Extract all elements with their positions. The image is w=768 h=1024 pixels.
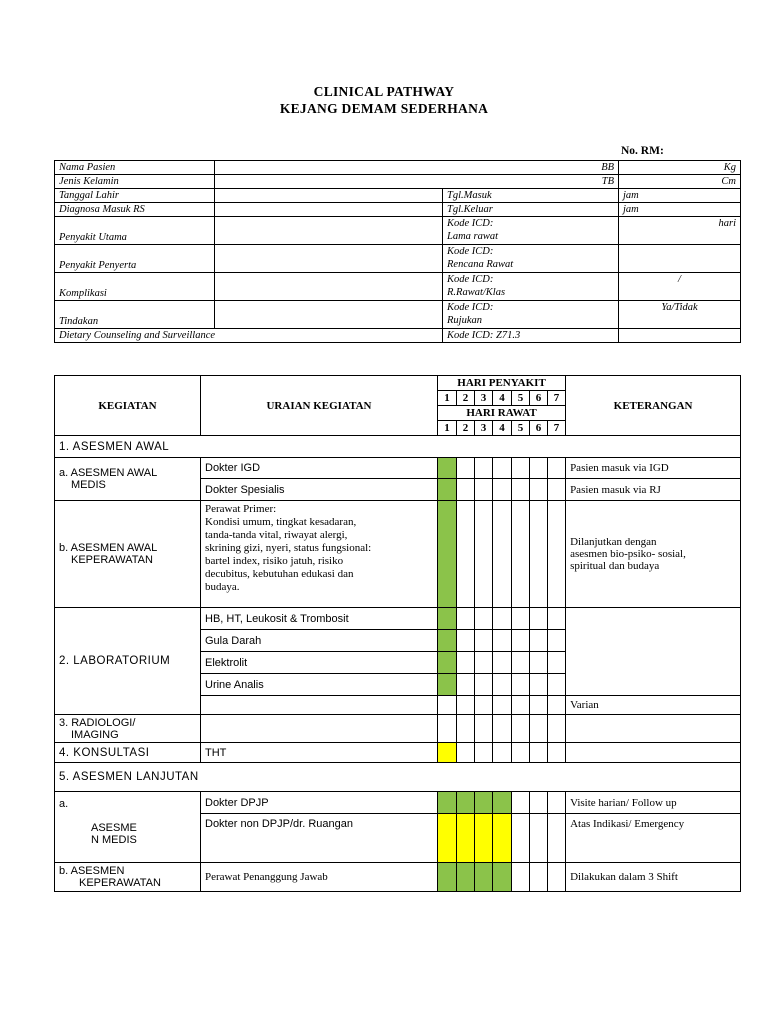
uraian-lab-gula-darah: Gula Darah bbox=[201, 630, 438, 652]
day-rawat-6: 6 bbox=[530, 421, 548, 436]
check-tht-3[interactable] bbox=[475, 743, 493, 763]
keterangan-tht bbox=[566, 743, 741, 763]
uraian-perawat-pj: Perawat Penanggung Jawab bbox=[201, 863, 438, 892]
field-diagnosa-masuk[interactable] bbox=[215, 203, 443, 217]
no-rm-label: No. RM: bbox=[621, 145, 664, 157]
label-lama-rawat: Lama rawat bbox=[447, 231, 499, 242]
check-lab3-3[interactable] bbox=[475, 652, 493, 674]
check-perawat-2[interactable] bbox=[457, 501, 475, 608]
check-lab2-7[interactable] bbox=[548, 630, 566, 652]
check-ppj-4[interactable] bbox=[493, 863, 512, 892]
day-penyakit-3: 3 bbox=[475, 391, 493, 406]
check-lab2-4[interactable] bbox=[493, 630, 512, 652]
label-cm: Cm bbox=[619, 175, 741, 189]
label-tgl-masuk: Tgl.Masuk bbox=[443, 189, 619, 203]
check-igd-5[interactable] bbox=[512, 458, 530, 479]
check-dpjp-7[interactable] bbox=[548, 792, 566, 814]
check-rad-6[interactable] bbox=[530, 715, 548, 743]
check-lab3-2[interactable] bbox=[457, 652, 475, 674]
day-rawat-7: 7 bbox=[548, 421, 566, 436]
check-lab5-6[interactable] bbox=[530, 696, 548, 715]
check-dpjp-2[interactable] bbox=[457, 792, 475, 814]
check-lab2-2[interactable] bbox=[457, 630, 475, 652]
field-penyakit-penyerta[interactable] bbox=[215, 245, 443, 273]
day-penyakit-1: 1 bbox=[438, 391, 457, 406]
check-spesialis-6[interactable] bbox=[530, 479, 548, 501]
label-rujukan: Rujukan bbox=[447, 315, 482, 326]
uraian-lab-urine: Urine Analis bbox=[201, 674, 438, 696]
check-lab4-4[interactable] bbox=[493, 674, 512, 696]
day-penyakit-7: 7 bbox=[548, 391, 566, 406]
label-jenis-kelamin: Jenis Kelamin bbox=[55, 175, 215, 189]
perawat-primer-line-3: skrining gizi, nyeri, status fungsional: bbox=[205, 542, 372, 554]
day-rawat-5: 5 bbox=[512, 421, 530, 436]
label-komplikasi: Komplikasi bbox=[55, 273, 215, 301]
check-dpjp-4[interactable] bbox=[493, 792, 512, 814]
check-tht-4[interactable] bbox=[493, 743, 512, 763]
check-nondpjp-7[interactable] bbox=[548, 814, 566, 863]
day-rawat-2: 2 bbox=[457, 421, 475, 436]
label-b-lanj-l1: b. ASESMEN bbox=[59, 865, 125, 877]
label-rencana-rawat: Rencana Rawat bbox=[447, 259, 514, 270]
check-lab1-1[interactable] bbox=[438, 608, 457, 630]
perawat-primer-line-1: Kondisi umum, tingkat kesadaran, bbox=[205, 516, 357, 528]
check-dpjp-1[interactable] bbox=[438, 792, 457, 814]
uraian-perawat-primer bbox=[201, 501, 438, 608]
uraian-radiologi bbox=[201, 715, 438, 743]
uraian-lab-hb: HB, HT, Leukosit & Trombosit bbox=[201, 608, 438, 630]
keterangan-radiologi bbox=[566, 715, 741, 743]
check-nondpjp-4[interactable] bbox=[493, 814, 512, 863]
check-lab5-2[interactable] bbox=[457, 696, 475, 715]
check-tht-1[interactable] bbox=[438, 743, 457, 763]
keterangan-igd: Pasien masuk via IGD bbox=[566, 458, 741, 479]
check-igd-6[interactable] bbox=[530, 458, 548, 479]
check-lab4-6[interactable] bbox=[530, 674, 548, 696]
check-tht-5[interactable] bbox=[512, 743, 530, 763]
check-igd-2[interactable] bbox=[457, 458, 475, 479]
keterangan-shift: Dilakukan dalam 3 Shift bbox=[566, 863, 741, 892]
check-dpjp-5[interactable] bbox=[512, 792, 530, 814]
check-lab1-3[interactable] bbox=[475, 608, 493, 630]
check-nondpjp-3[interactable] bbox=[475, 814, 493, 863]
label-asesmen-awal-kep-l1: b. ASESMEN AWAL bbox=[59, 542, 158, 554]
check-spesialis-2[interactable] bbox=[457, 479, 475, 501]
label-tb: TB bbox=[215, 175, 619, 189]
label-kode-icd-1: Kode ICD: bbox=[447, 218, 494, 229]
keterangan-varian: Varian bbox=[566, 696, 741, 715]
label-r-rawat-klas: R.Rawat/Klas bbox=[447, 287, 506, 298]
uraian-dokter-igd: Dokter IGD bbox=[201, 458, 438, 479]
check-igd-4[interactable] bbox=[493, 458, 512, 479]
patient-info-table bbox=[54, 160, 741, 343]
check-spesialis-7[interactable] bbox=[548, 479, 566, 501]
label-b-lanj-l2: KEPERAWATAN bbox=[79, 877, 161, 889]
check-lab3-1[interactable] bbox=[438, 652, 457, 674]
document-subtitle: KEJANG DEMAM SEDERHANA bbox=[279, 101, 489, 116]
field-tanggal-lahir[interactable] bbox=[215, 189, 443, 203]
check-ppj-1[interactable] bbox=[438, 863, 457, 892]
ket-kep-line-3: spiritual dan budaya bbox=[570, 560, 660, 572]
label-jam-keluar: jam bbox=[619, 203, 741, 217]
check-lab3-7[interactable] bbox=[548, 652, 566, 674]
label-nama-pasien: Nama Pasien bbox=[55, 161, 215, 175]
check-lab4-2[interactable] bbox=[457, 674, 475, 696]
label-kode-icd-3: Kode ICD: bbox=[447, 274, 494, 285]
check-igd-3[interactable] bbox=[475, 458, 493, 479]
check-igd-1[interactable] bbox=[438, 458, 457, 479]
day-rawat-3: 3 bbox=[475, 421, 493, 436]
document-title: CLINICAL PATHWAY bbox=[313, 84, 455, 99]
check-lab1-4[interactable] bbox=[493, 608, 512, 630]
label-tanggal-lahir: Tanggal Lahir bbox=[55, 189, 215, 203]
check-lab2-3[interactable] bbox=[475, 630, 493, 652]
label-asesmen-keperawatan-lanjutan bbox=[55, 863, 201, 892]
label-hari: hari bbox=[619, 217, 741, 245]
check-lab2-6[interactable] bbox=[530, 630, 548, 652]
check-lab4-5[interactable] bbox=[512, 674, 530, 696]
check-nondpjp-6[interactable] bbox=[530, 814, 548, 863]
check-lab4-7[interactable] bbox=[548, 674, 566, 696]
cell-kode-icd-4 bbox=[443, 301, 619, 329]
uraian-tht: THT bbox=[201, 743, 438, 763]
day-penyakit-4: 4 bbox=[493, 391, 512, 406]
section-radiologi-l1: 3. RADIOLOGI/ bbox=[59, 716, 136, 729]
label-penyakit-utama: Penyakit Utama bbox=[55, 217, 215, 245]
day-rawat-4: 4 bbox=[493, 421, 512, 436]
label-tindakan: Tindakan bbox=[55, 301, 215, 329]
label-penyakit-penyerta: Penyakit Penyerta bbox=[55, 245, 215, 273]
label-jam-masuk: jam bbox=[619, 189, 741, 203]
cell-kode-icd-3 bbox=[443, 273, 619, 301]
perawat-primer-line-5: decubitus, kebutuhan edukasi dan bbox=[205, 568, 354, 580]
field-dietary[interactable] bbox=[619, 329, 741, 343]
section-asesmen-awal: 1. ASESMEN AWAL bbox=[55, 436, 741, 458]
check-rad-1[interactable] bbox=[438, 715, 457, 743]
check-rad-7[interactable] bbox=[548, 715, 566, 743]
check-spesialis-1[interactable] bbox=[438, 479, 457, 501]
check-tht-7[interactable] bbox=[548, 743, 566, 763]
check-dpjp-3[interactable] bbox=[475, 792, 493, 814]
label-tgl-keluar: Tgl.Keluar bbox=[443, 203, 619, 217]
label-diagnosa-masuk: Diagnosa Masuk RS bbox=[55, 203, 215, 217]
check-lab5-4[interactable] bbox=[493, 696, 512, 715]
label-slash: / bbox=[619, 273, 741, 301]
uraian-lab-elektrolit: Elektrolit bbox=[201, 652, 438, 674]
uraian-dokter-non-dpjp: Dokter non DPJP/dr. Ruangan bbox=[201, 814, 438, 863]
section-konsultasi: 4. KONSULTASI bbox=[55, 743, 201, 763]
check-ppj-7[interactable] bbox=[548, 863, 566, 892]
section-laboratorium: 2. LABORATORIUM bbox=[55, 608, 201, 715]
check-ppj-6[interactable] bbox=[530, 863, 548, 892]
section-asesmen-lanjutan: 5. ASESMEN LANJUTAN bbox=[55, 763, 741, 792]
label-bb: BB bbox=[215, 161, 619, 175]
check-spesialis-3[interactable] bbox=[475, 479, 493, 501]
label-asesmen-medis-l1: ASESME bbox=[91, 822, 137, 834]
label-dietary: Dietary Counseling and Surveillance bbox=[55, 329, 443, 343]
label-asesmen-medis-l2: N MEDIS bbox=[91, 834, 137, 846]
check-spesialis-5[interactable] bbox=[512, 479, 530, 501]
check-perawat-1[interactable] bbox=[438, 501, 457, 608]
check-lab4-3[interactable] bbox=[475, 674, 493, 696]
label-asesmen-awal-medis bbox=[55, 458, 201, 501]
check-lab3-6[interactable] bbox=[530, 652, 548, 674]
check-perawat-5[interactable] bbox=[512, 501, 530, 608]
keterangan-non-dpjp: Atas Indikasi/ Emergency bbox=[566, 814, 741, 863]
perawat-primer-line-2: tanda-tanda vital, riwayat alergi, bbox=[205, 529, 348, 541]
header-uraian: URAIAN KEGIATAN bbox=[201, 376, 438, 436]
header-hari-rawat: HARI RAWAT bbox=[438, 406, 566, 421]
label-asesmen-awal-medis-l2: MEDIS bbox=[71, 479, 106, 491]
label-asesmen-awal-keperawatan bbox=[55, 501, 201, 608]
check-lab5-7[interactable] bbox=[548, 696, 566, 715]
check-nondpjp-1[interactable] bbox=[438, 814, 457, 863]
label-kode-icd-4: Kode ICD: bbox=[447, 302, 494, 313]
check-rad-5[interactable] bbox=[512, 715, 530, 743]
check-perawat-7[interactable] bbox=[548, 501, 566, 608]
check-lab2-5[interactable] bbox=[512, 630, 530, 652]
field-rencana-rawat[interactable] bbox=[619, 245, 741, 273]
check-lab3-4[interactable] bbox=[493, 652, 512, 674]
label-asesmen-medis bbox=[55, 792, 201, 863]
label-ya-tidak: Ya/Tidak bbox=[619, 301, 741, 329]
ket-kep-line-2: asesmen bio-psiko- sosial, bbox=[570, 548, 686, 560]
check-lab1-5[interactable] bbox=[512, 608, 530, 630]
keterangan-dpjp: Visite harian/ Follow up bbox=[566, 792, 741, 814]
check-lab2-1[interactable] bbox=[438, 630, 457, 652]
field-komplikasi[interactable] bbox=[215, 273, 443, 301]
check-lab5-1[interactable] bbox=[438, 696, 457, 715]
keterangan-keperawatan bbox=[566, 501, 741, 608]
perawat-primer-line-6: budaya. bbox=[205, 581, 240, 593]
check-dpjp-6[interactable] bbox=[530, 792, 548, 814]
check-lab5-5[interactable] bbox=[512, 696, 530, 715]
check-nondpjp-2[interactable] bbox=[457, 814, 475, 863]
label-asesmen-awal-medis-l1: a. ASESMEN AWAL bbox=[59, 467, 158, 479]
perawat-primer-title: Perawat Primer: bbox=[205, 503, 277, 515]
check-spesialis-4[interactable] bbox=[493, 479, 512, 501]
uraian-dokter-spesialis: Dokter Spesialis bbox=[201, 479, 438, 501]
check-rad-2[interactable] bbox=[457, 715, 475, 743]
day-rawat-1: 1 bbox=[438, 421, 457, 436]
check-rad-4[interactable] bbox=[493, 715, 512, 743]
check-lab4-1[interactable] bbox=[438, 674, 457, 696]
label-a: a. bbox=[59, 798, 69, 810]
check-nondpjp-5[interactable] bbox=[512, 814, 530, 863]
check-perawat-4[interactable] bbox=[493, 501, 512, 608]
label-kode-icd-2: Kode ICD: bbox=[447, 246, 494, 257]
day-penyakit-5: 5 bbox=[512, 391, 530, 406]
field-tindakan[interactable] bbox=[215, 301, 443, 329]
check-ppj-3[interactable] bbox=[475, 863, 493, 892]
check-igd-7[interactable] bbox=[548, 458, 566, 479]
label-kode-icd-z: Kode ICD: Z71.3 bbox=[443, 329, 619, 343]
cell-kode-icd-1 bbox=[443, 217, 619, 245]
uraian-dokter-dpjp: Dokter DPJP bbox=[201, 792, 438, 814]
check-tht-2[interactable] bbox=[457, 743, 475, 763]
check-lab3-5[interactable] bbox=[512, 652, 530, 674]
uraian-lab-empty bbox=[201, 696, 438, 715]
perawat-primer-line-4: bartel index, risiko jatuh, risiko bbox=[205, 555, 344, 567]
keterangan-lab bbox=[566, 608, 741, 696]
day-penyakit-2: 2 bbox=[457, 391, 475, 406]
label-asesmen-awal-kep-l2: KEPERAWATAN bbox=[71, 554, 153, 566]
header-keterangan: KETERANGAN bbox=[566, 376, 741, 436]
day-penyakit-6: 6 bbox=[530, 391, 548, 406]
check-ppj-5[interactable] bbox=[512, 863, 530, 892]
check-rad-3[interactable] bbox=[475, 715, 493, 743]
header-hari-penyakit: HARI PENYAKIT bbox=[438, 376, 566, 391]
check-tht-6[interactable] bbox=[530, 743, 548, 763]
label-kg: Kg bbox=[619, 161, 741, 175]
check-lab1-7[interactable] bbox=[548, 608, 566, 630]
check-lab1-6[interactable] bbox=[530, 608, 548, 630]
field-penyakit-utama[interactable] bbox=[215, 217, 443, 245]
ket-kep-line-1: Dilanjutkan dengan bbox=[570, 536, 657, 548]
pathway-table bbox=[54, 375, 741, 892]
check-lab5-3[interactable] bbox=[475, 696, 493, 715]
section-radiologi bbox=[55, 715, 201, 743]
keterangan-rj: Pasien masuk via RJ bbox=[566, 479, 741, 501]
header-kegiatan: KEGIATAN bbox=[55, 376, 201, 436]
check-perawat-3[interactable] bbox=[475, 501, 493, 608]
check-ppj-2[interactable] bbox=[457, 863, 475, 892]
section-radiologi-l2: IMAGING bbox=[71, 728, 119, 741]
check-perawat-6[interactable] bbox=[530, 501, 548, 608]
check-lab1-2[interactable] bbox=[457, 608, 475, 630]
cell-kode-icd-2 bbox=[443, 245, 619, 273]
